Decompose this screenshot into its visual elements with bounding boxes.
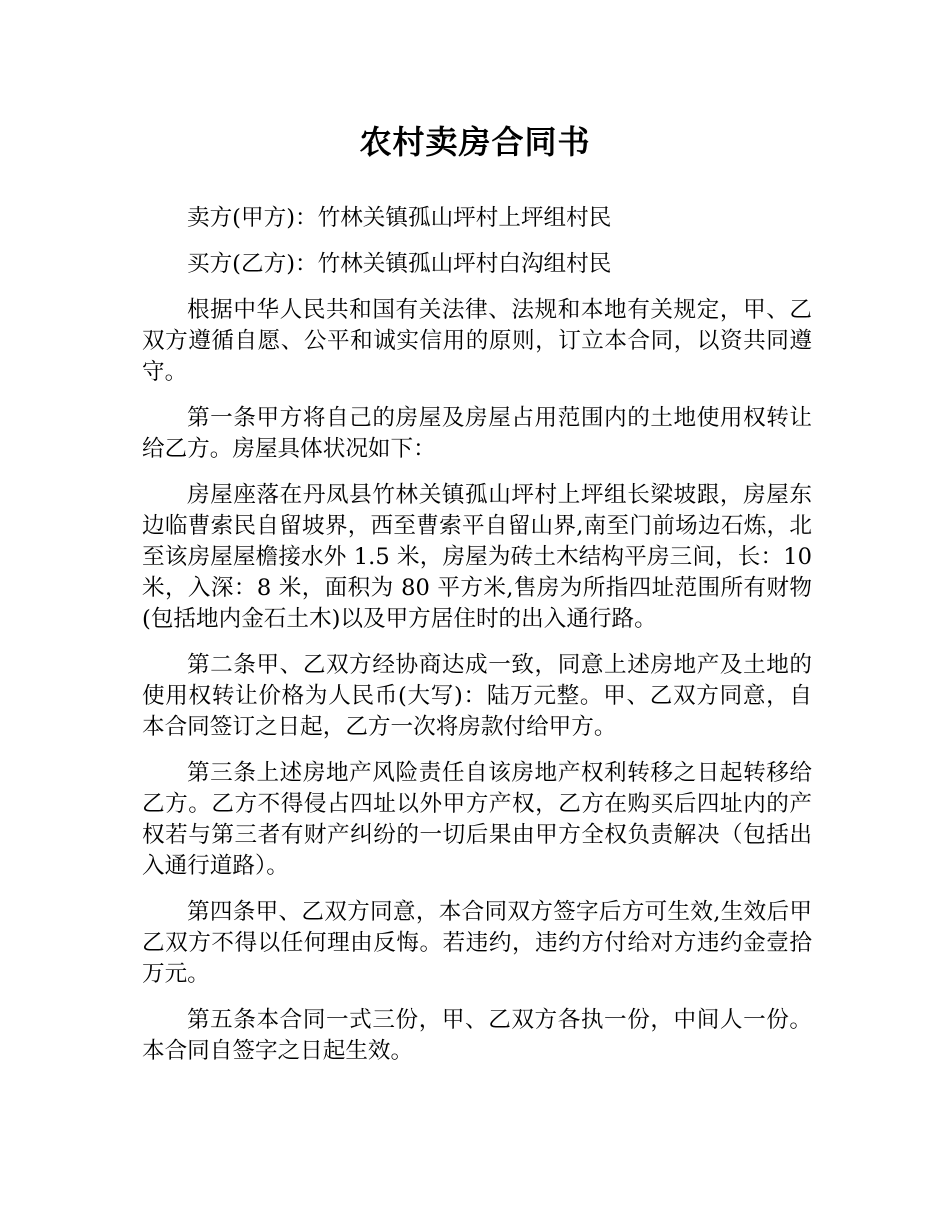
property-description-paragraph: 房屋座落在丹凤县竹林关镇孤山坪村上坪组长梁坡跟，房屋东边临曹索民自留坡界，西至曹索平自留山界,南至门前场边石炼，北至该房屋屋檐接水外 1.5 米，房屋为砖土木结构平房三间，长：10 米，入深：8 米，面积为 80 平方米,售房为所指四址范围所有财物(包括地内金石土木)以及甲方居住时的出入通行路。: [142, 482, 812, 632]
document-title: 农村卖房合同书: [359, 123, 591, 161]
article-3-paragraph: 第三条上述房地产风险责任自该房地产权利转移之日起转移给乙方。乙方不得侵占四址以外甲方产权，乙方在购买后四址内的产权若与第三者有财产纠纷的一切后果由甲方全权负责解决（包括出入通行道路）。: [142, 760, 812, 879]
seller-line: 卖方(甲方)：竹林关镇孤山坪村上坪组村民: [187, 205, 612, 231]
buyer-line: 买方(乙方)：竹林关镇孤山坪村白沟组村民: [187, 251, 612, 277]
article-1-paragraph: 第一条甲方将自己的房屋及房屋占用范围内的土地使用权转让给乙方。房屋具体状况如下：: [142, 405, 812, 462]
article-2-paragraph: 第二条甲、乙双方经协商达成一致，同意上述房地产及土地的使用权转让价格为人民币(大写)：陆万元整。甲、乙双方同意，自本合同签订之日起，乙方一次将房款付给甲方。: [142, 652, 812, 740]
document-body: [142, 203, 812, 1082]
preamble-paragraph: 根据中华人民共和国有关法律、法规和本地有关规定，甲、乙双方遵循自愿、公平和诚实信用的原则，订立本合同，以资共同遵守。: [142, 297, 812, 385]
article-5-paragraph: 第五条本合同一式三份，甲、乙双方各执一份，中间人一份。本合同自签字之日起生效。: [142, 1007, 812, 1064]
article-4-paragraph: 第四条甲、乙双方同意，本合同双方签字后方可生效,生效后甲乙双方不得以任何理由反悔。若违约，违约方付给对方违约金壹拾万元。: [142, 899, 812, 987]
